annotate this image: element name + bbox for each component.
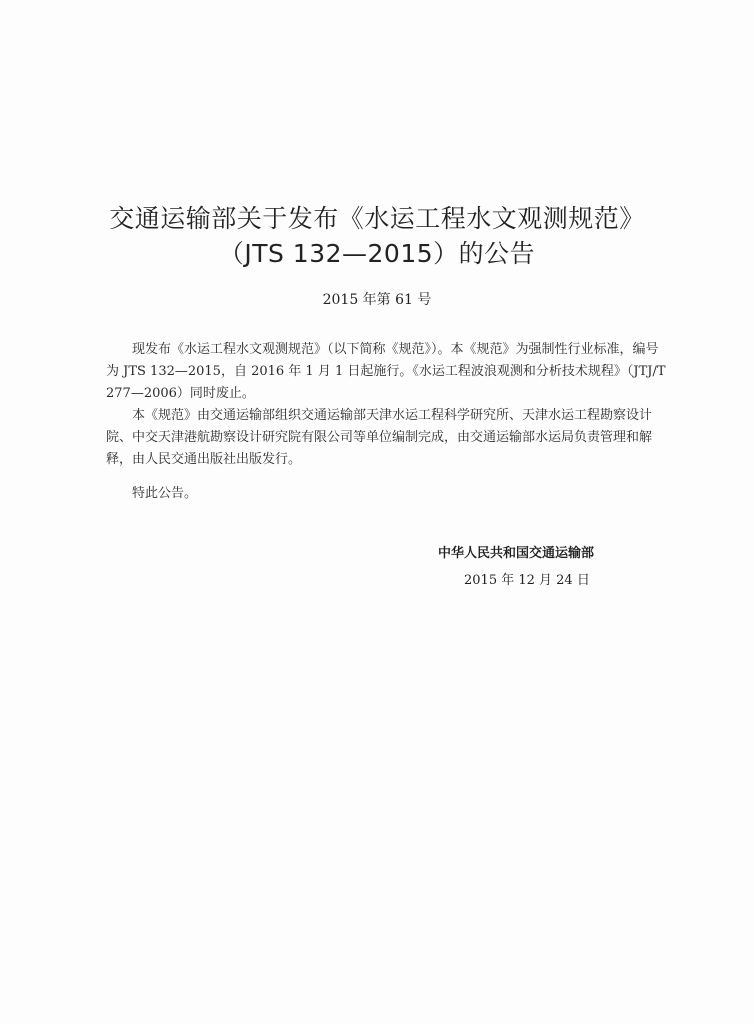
document-title-line-1: 交通运输部关于发布《水运工程水文观测规范》: [109, 204, 645, 233]
paragraph-text: 本《规范》由交通运输部组织交通运输部天津水运工程科学研究所、天津水运工程勘察设计院、中交天津港航勘察设计研究院有限公司等单位编制完成，由交通运输部水运局负责管理和解释，由人民交通出版社出版发行。: [106, 408, 653, 467]
paragraph-text: 现发布《水运工程水文观测规范》（以下简称《规范》）。本《规范》为强制性行业标准，编号为 JTS 132—2015，自 2016 年 1 月 1 日起施行。《水运工程波浪观测和分析技术规程》（JTJ/T 277—2006）同时废止。: [106, 342, 666, 401]
issuing-authority: 中华人民共和国交通运输部: [438, 546, 595, 561]
document-title-line-2: （JTS 132—2015）的公告: [218, 239, 536, 268]
paragraph-text: 特此公告。: [132, 486, 198, 501]
announcement-number: 2015 年第 61 号: [322, 292, 432, 308]
body-paragraph-2: [106, 405, 666, 471]
body-paragraph-1: [106, 339, 666, 405]
body-paragraph-3: [106, 483, 666, 505]
issue-date: 2015 年 12 月 24 日: [464, 573, 590, 588]
